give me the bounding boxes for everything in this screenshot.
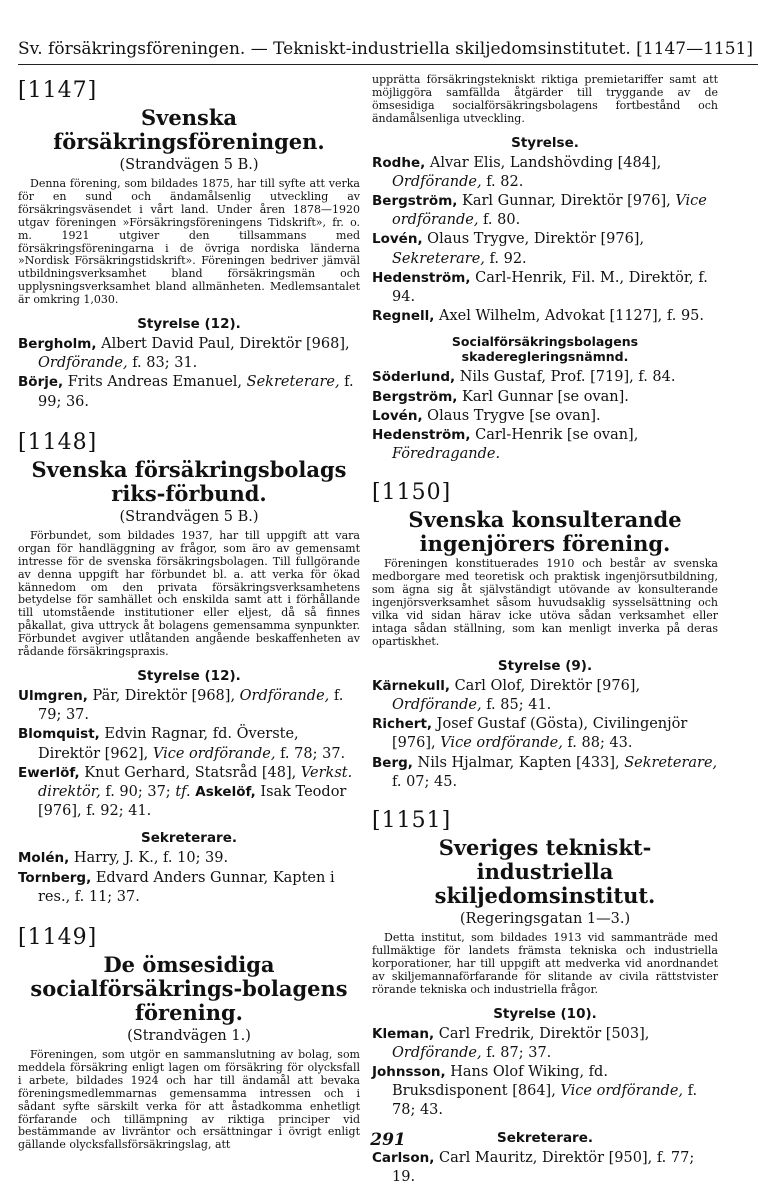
secretary-heading: Sekreterare. [141,830,237,847]
section-number: [1151] [372,808,452,834]
secretary-heading: Sekreterare. [497,1129,593,1146]
member-entry: Ulmgren, Pär, Direktör [968], Ordförande, f. 79; 37. [18,687,344,724]
section-title: Sveriges tekniskt-industriella skiljedomsinstitut. [434,835,656,909]
member-entry: Hedenström, Carl-Henrik, Fil. M., Direktör, f. 94. [372,269,708,306]
member-entry: Börje, Frits Andreas Emanuel, Sekreterare, f. 99; 36. [18,374,354,410]
section-description: Föreningen konstituerades 1910 och består av svenska medborgare med teoretisk och praktisk ingenjörsutbildning, som ägna sig åt självständigt utövande av konsulterande ingenjörsverksamhet såsom huvudsaklig sysselsättning och vilka vid sidan härav icke utöva sådan verksamhet eller intaga sådan ställning, som kan menligt inverka på deras opartiskhet. [372,557,718,648]
section-title: De ömsesidiga socialförsäkrings-bolagens förening. [30,951,348,1025]
member-entry: Lovén, Olaus Trygve [se ovan]. [372,407,601,424]
section-address: (Strandvägen 5 B.) [119,508,259,525]
member-entry: Blomquist, Edvin Ragnar, fd. Överste, Direktör [962], Vice ordförande, f. 78; 37. [18,726,346,762]
member-entry: Lovén, Olaus Trygve, Direktör [976], Sekreterare, f. 92. [372,231,645,267]
section-address: (Strandvägen 1.) [127,1027,251,1044]
member-entry: Bergström, Karl Gunnar [se ovan]. [372,388,629,405]
member-entry: Söderlund, Nils Gustaf, Prof. [719], f. 84. [372,369,676,386]
section-description: Förbundet, som bildades 1937, har till uppgift att vara organ för handläggning av frågor, som äro av gemensamt intresse för de svenska försäkringsbolagen. Till fullgörande av denna uppgift har förbundet bl. a. att verka för ökad kännedom om den privata försäkringsverksamhetens betydelse för samhället och enskilda samt att i förhållande till utomstående institutioner eller eljest, då så finnes påkallat, giva uttryck åt bolagens gemensamma synpunkter. Förbundet avgiver utlåtanden angående beskaffenheten av rådande försäkringspraxis. [18,528,360,659]
member-entry: Johnsson, Hans Olof Wiking, fd. Bruksdisponent [864], Vice ordförande, f. 78; 43. [372,1063,698,1119]
section-title: Svenska försäkringsbolags riks-förbund. [31,456,347,506]
section-address: (Regeringsgatan 1—3.) [459,911,631,928]
section-description: Föreningen, som utgör en sammanslutning av bolag, som meddela försäkring enligt lagen om försäkring för olycksfall i arbete, bildades 1924 och har till ändamål att bevaka föreningsmedlemmarnas gemensamma intressen och i sådant syfte särskilt verka för att åstadkomma enhetligt förfarande och tillämpning av riktiga principer vid bestämmande av livräntor och ersättningar i övrigt enligt gällande olycksfallsförsäkringslag, att [18,1047,360,1152]
section-description-continued: upprätta försäkringstekniskt riktiga premietariffer samt att möjliggöra samfällda åtgärder till tryggande av de ömsesidiga socialförsäkringsbolagens fortbestånd och ändamålsenliga utveckling. [372,73,718,125]
member-entry: Carlson, Carl Mauritz, Direktör [950], f. 77; 19. [372,1149,695,1185]
member-entry: Kleman, Carl Fredrik, Direktör [503], Ordförande, f. 87; 37. [372,1025,650,1061]
member-entry: Hedenström, Carl-Henrik [se ovan], Föredragande. [372,427,639,463]
committee-heading: Socialförsäkringsbolagens skaderegleringsnämnd. [451,334,639,365]
section-title: Svenska konsulterande ingenjörers förening. [408,507,682,557]
right-column [372,72,718,1187]
member-entry: Rodhe, Alvar Elis, Landshövding [484], Ordförande, f. 82. [372,154,662,190]
section-number: [1150] [372,480,452,506]
member-entry: Molén, Harry, J. K., f. 10; 39. [18,850,229,867]
member-entry: Richert, Josef Gustaf (Gösta), Civilingenjör [976], Vice ordförande, f. 88; 43. [372,716,688,752]
section-number: [1147] [18,78,98,103]
board-heading: Styrelse. [511,134,579,151]
member-entry: Bergström, Karl Gunnar, Direktör [976], Vice ordförande, f. 80. [372,193,707,229]
board-heading: Styrelse (9). [497,657,593,674]
member-entry: Ewerlöf, Knut Gerhard, Statsråd [48], Verkst. direktör, f. 90; 37; tf. Askelöf, Isak Teodor [976], f. 92; 41. [18,764,353,820]
board-heading: Styrelse (12). [137,667,241,684]
member-entry: Tornberg, Edvard Anders Gunnar, Kapten i res., f. 11; 37. [18,869,335,905]
section-description: Detta institut, som bildades 1913 vid sammanträde med fullmäktige för landets främsta tekniska och industriella korporationer, har till uppgift att medverka vid anordnandet av skiljemannaförfarande för slitande av civila rättstvister rörande tekniska och industriella frågor. [372,931,718,996]
member-entry: Kärnekull, Carl Olof, Direktör [976], Ordförande, f. 85; 41. [372,677,641,714]
left-column [18,72,360,1155]
section-number: [1148] [18,429,98,455]
running-header: Sv. försäkringsföreningen. — Tekniskt-industriella skiljedomsinstitutet. [1147—1151] [18,38,758,65]
section-title: Svenska försäkringsföreningen. [53,105,325,154]
section-address: (Strandvägen 5 B.) [119,157,259,173]
board-heading: Styrelse (10). [493,1005,597,1022]
member-entry: Berg, Nils Hjalmar, Kapten [433], Sekreterare, f. 07; 45. [372,754,718,790]
section-number: [1149] [18,924,98,950]
member-entry: Bergholm, Albert David Paul, Direktör [968], Ordförande, f. 83; 31. [18,336,350,372]
member-entry: Regnell, Axel Wilhelm, Advokat [1127], f. 95. [372,308,705,325]
section-description: Denna förening, som bildades 1875, har till syfte att verka för en sund och ändamålsenlig utveckling av försäkringsväsendet i vårt land. Under åren 1878—1920 utgav föreningen »Försäkringsföreningens Tidskrift», fr. o. m. 1921 utgiver den tillsammans med försäkringsföreningarna i de övriga nordiska länderna »Nordisk Försäkringstidskrift». Föreningen bedriver jämväl utbildningsverksamhet bland försäkringsmän och upplysningsverksamhet bland allmänheten. Medlemsantalet är omkring 1,030. [18,177,360,307]
page-number: 291 [370,1130,406,1150]
board-heading: Styrelse (12). [137,316,241,333]
